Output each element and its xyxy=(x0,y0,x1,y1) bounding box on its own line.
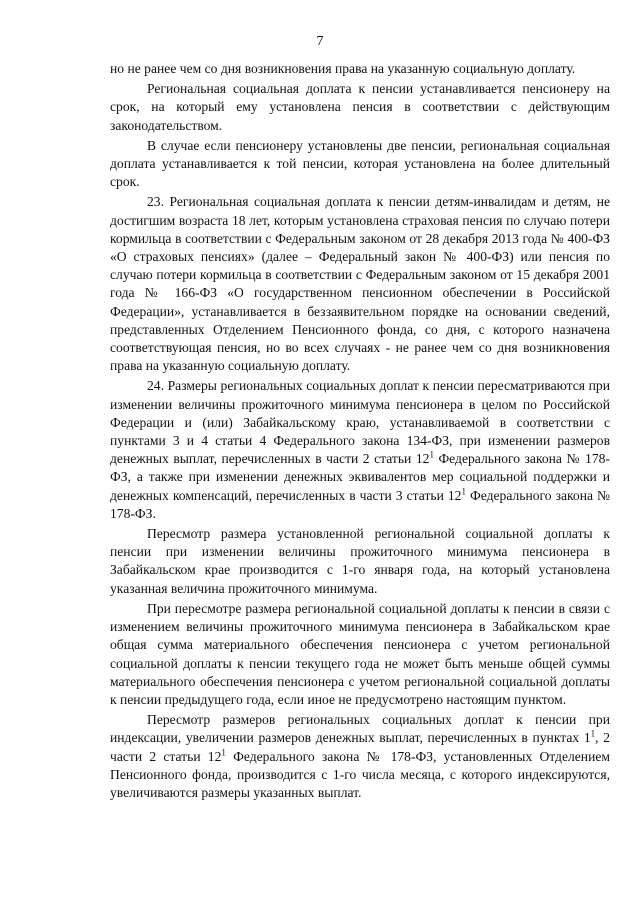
page-number: 7 xyxy=(316,34,324,49)
paragraph-text: Федерального закона № 178-ФЗ. xyxy=(110,487,610,521)
paragraph-text: Федерального закона № 178-ФЗ, установленных Отделением Пенсионного фонда, производится с 1-го числа месяца, с которого индексируются, увеличиваются размеры указанных выплат. xyxy=(110,748,610,800)
paragraph xyxy=(110,711,610,802)
paragraph-text: В случае если пенсионеру установлены две пенсии, региональная социальная доплата устанавливается к той пенсии, которая установлена на более длительный срок. xyxy=(110,137,610,190)
superscript: 1 xyxy=(461,486,466,497)
paragraph xyxy=(110,377,610,523)
superscript: 1 xyxy=(221,746,226,757)
paragraph xyxy=(110,600,610,709)
paragraph xyxy=(110,60,610,78)
paragraph xyxy=(110,193,610,375)
paragraph-text: но не ранее чем со дня возникновения права на указанную социальную доплату. xyxy=(110,61,576,76)
paragraph-text: При пересмотре размера региональной социальной доплаты к пенсии в связи с изменением величины прожиточного минимума пенсионера в Забайкальском крае общая сумма материального обеспечения пенсионера с учетом региональной социальной доплаты к пенсии текущего года не может быть меньше общей суммы материального обеспечения пенсионера с учетом региональной социальной доплаты к пенсии предыдущего года, если иное не предусмотрено настоящим пунктом. xyxy=(110,600,610,707)
paragraph-text: , 2 части 2 статьи 12 xyxy=(110,730,611,764)
paragraph-text: 24. Размеры региональных социальных доплат к пенсии пересматриваются при изменении величины прожиточного минимума пенсионера в целом по Российской Федерации и (или) Забайкальскому краю, устанавливаемой в соответствии с пунктами 3 и 4 статьи 4 Федерального закона 134-ФЗ, при изменении размеров денежных выплат, перечисленных в части 2 статьи 12 xyxy=(110,378,610,467)
superscript: 1 xyxy=(590,728,596,739)
superscript: 1 xyxy=(429,449,434,460)
paragraph xyxy=(110,525,610,598)
paragraph xyxy=(110,137,610,192)
paragraph-text: Пересмотр размера установленной региональной социальной доплаты к пенсии при изменении величины прожиточного минимума пенсионера в Забайкальском крае производится с 1-го января года, на который установлена указанная величина прожиточного минимума. xyxy=(110,526,610,596)
paragraph-text: 23. Региональная социальная доплата к пенсии детям-инвалидам и детям, не достигшим возраста 18 лет, которым установлена страховая пенсия по случаю потери кормильца в соответствии с Федеральным законом от 28 декабря 2013 года № 400-ФЗ «О страховых пенсиях» (далее – Федеральный закон № 400-ФЗ) или пенсия по случаю потери кормильца в соответствии с Федеральным законом от 15 декабря 2001 года № 166-ФЗ «О государственном пенсионном обеспечении в Российской Федерации», устанавливается в беззаявительном порядке на основании сведений, представленных Отделением Пенсионного фонда, со дня, с которого назначена соответствующая пенсия, но во всех случаях - не ранее чем со дня возникновения права на указанную социальную доплату. xyxy=(110,194,610,374)
paragraph-text: Федерального закона № 178-ФЗ, а также при изменении денежных эквивалентов мер социальной поддержки и денежных компенсаций, перечисленных в части 3 статьи 12 xyxy=(110,451,610,503)
paragraph-text: Региональная социальная доплата к пенсии устанавливается пенсионеру на срок, на который ему установлена пенсия в соответствии с действующим законодательством. xyxy=(110,81,610,133)
document-body xyxy=(110,60,610,804)
paragraph-text: Пересмотр размеров региональных социальных доплат к пенсии при индексации, увеличении размеров денежных выплат, перечисленных в пунктах 1 xyxy=(110,712,610,746)
paragraph xyxy=(110,80,610,135)
